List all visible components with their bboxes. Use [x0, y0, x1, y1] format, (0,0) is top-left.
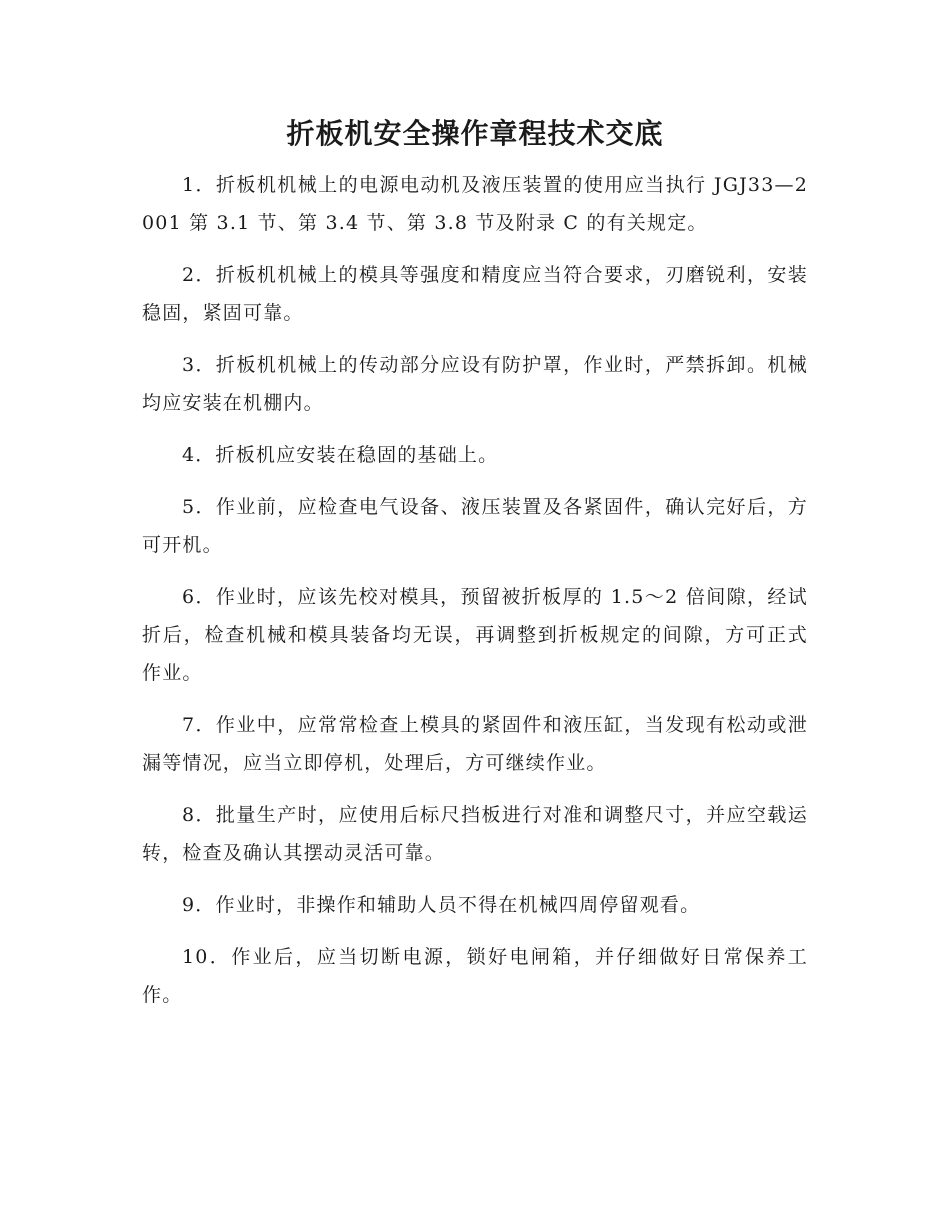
clause-6: 6．作业时，应该先校对模具，预留被折板厚的 1.5～2 倍间隙，经试折后，检查机械和模具装备均无误，再调整到折板规定的间隙，方可正式作业。 — [142, 586, 808, 684]
clause-2: 2．折板机机械上的模具等强度和精度应当符合要求，刃磨锐利，安装稳固，紧固可靠。 — [142, 264, 808, 324]
clause-10: 10．作业后，应当切断电源，锁好电闸箱，并仔细做好日常保养工作。 — [142, 946, 808, 1006]
document-title: 折板机安全操作章程技术交底 — [286, 117, 664, 150]
clause-3: 3．折板机机械上的传动部分应设有防护罩，作业时，严禁拆卸。机械均应安装在机棚内。 — [142, 354, 808, 414]
clause-8: 8．批量生产时，应使用后标尺挡板进行对准和调整尺寸，并应空载运转，检查及确认其摆动灵活可靠。 — [142, 804, 808, 864]
clause-4: 4．折板机应安装在稳固的基础上。 — [182, 444, 499, 466]
clause-7: 7．作业中，应常常检查上模具的紧固件和液压缸，当发现有松动或泄漏等情况，应当立即停机，处理后，方可继续作业。 — [142, 714, 808, 774]
clause-1: 1．折板机机械上的电源电动机及液压装置的使用应当执行 JGJ33—2001 第 3.1 节、第 3.4 节、第 3.8 节及附录 C 的有关规定。 — [142, 174, 808, 234]
clause-9: 9．作业时，非操作和辅助人员不得在机械四周停留观看。 — [182, 894, 701, 916]
clause-5: 5．作业前，应检查电气设备、液压装置及各紧固件，确认完好后，方可开机。 — [142, 496, 808, 556]
